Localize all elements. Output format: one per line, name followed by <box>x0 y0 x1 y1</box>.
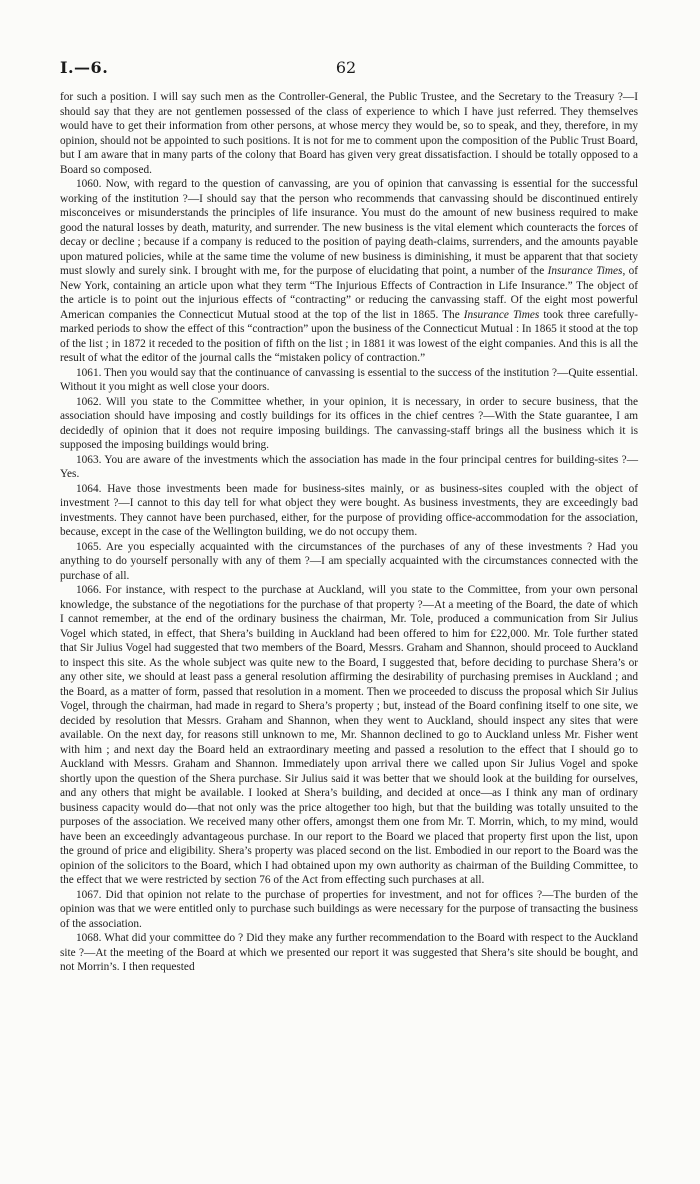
paragraph-text: 1061. Then you would say that the continuance of canvassing is essential to the success of the institution ?—Quite essential. Without it you might as well close your doors. <box>60 366 638 393</box>
paragraph-text: 1068. What did your committee do ? Did they make any further recommendation to the Board with respect to the Auckland site ?—At the meeting of the Board at which we presented our report it was suggested that Shera’s site should be bought, and not Morrin’s. I then requested <box>60 932 638 973</box>
paragraph-text: , of New York, containing an article upon what they term “The Injurious Effects of Contraction in Life Insurance.” The object of the article is to point out the injurious effects of “contracting” or reducing the canvassing staff. Of the eight most powerful American companies the Connecticut Mutual stood at the top of the list in 1865. The <box>60 265 638 321</box>
paragraph-text: 1065. Are you especially acquainted with the circumstances of the purchases of any of these investments ? Had you anything to do yourself personally with any of them ?—I am specially acquainted with the circumstances connected with the purchase of all. <box>60 540 638 582</box>
question-answer-paragraph <box>60 583 638 888</box>
question-answer-paragraph <box>60 177 638 366</box>
question-answer-paragraph <box>60 453 638 482</box>
paragraph-text: for such a position. I will say such men as the Controller-General, the Public Trustee, and the Secretary to the Treasury ?—I should say that they are not gentlemen possessed of the class of experience to which I have just referred. They themselves would have to get their information from other persons, at whose mercy they would be, so to speak, and they, therefore, in my opinion, should not be appointed to such positions. It is not for me to comment upon the composition of the Public Trust Board, but I am aware that in many parts of the colony that Board has given very great dissatisfaction. I should be totally opposed to a Board so composed. <box>60 91 638 176</box>
publication-title: Insurance Times <box>463 308 540 321</box>
question-answer-paragraph <box>60 482 638 540</box>
paragraph-text: took three carefully-marked periods to show the effect of this “contraction” upon the business of the Connecticut Mutual : In 1865 it stood at the top of the list ; in 1872 it receded to the position of fifth on the list ; in 1881 it was lowest of the eight companies. And this is all the result of what the editor of the journal calls the “mistaken policy of contraction.” <box>60 308 639 364</box>
page-number: 62 <box>335 58 357 77</box>
paragraph-text: 1067. Did that opinion not relate to the purchase of properties for investment, and not for offices ?—The burden of the opinion was that we were entitled only to purchase such buildings as were necessary for the purpose of transacting the business of the association. <box>60 888 638 930</box>
publication-title: Insurance Times <box>547 265 623 277</box>
page-header <box>60 58 632 80</box>
question-answer-paragraph <box>60 931 638 975</box>
question-answer-paragraph <box>60 888 638 932</box>
paragraph-text: 1064. Have those investments been made for business-sites mainly, or as business-sites coupled with the object of investment ?—I cannot to this day tell for what object they were bought. As business investments, they are exceedingly bad investments. They cannot have been purchased, either, for the purpose of providing office-accommodation for the association, because, except in the case of the Wellington building, we do not occupy them. <box>60 482 638 538</box>
question-answer-paragraph <box>60 395 638 453</box>
question-answer-paragraph <box>60 540 638 584</box>
continued-paragraph <box>60 90 638 177</box>
paragraph-text: 1062. Will you state to the Committee whether, in your opinion, it is necessary, in order to secure business, that the association should have imposing and costly buildings for its offices in the chief centres ?—With the State guarantee, I am decidedly of opinion that it does not require imposing buildings. The canvassing-staff brings all the business which it is supposed the imposing buildings would bring. <box>60 395 638 451</box>
paragraph-text: 1060. Now, with regard to the question of canvassing, are you of opinion that canvassing is essential for the successful working of the institution ?—I should say that the person who recommends that canvassing should be discontinued entirely misconceives or misunderstands the principles of life insurance. You must do the amount of new business required to make good the natural losses by death, maturity, and surrender. The new business is the vital element which counteracts the forces of decay or decline ; because if a company is reduced to the position of paying death-claims, surrenders, and the amounts payable upon matured policies, while at the same time the volume of new business is diminishing, it must be apparent that that society must slowly and surely sink. I brought with me, for the purpose of elucidating that point, a number of the <box>60 178 638 277</box>
document-body <box>60 90 638 975</box>
question-answer-paragraph <box>60 366 638 395</box>
paper-reference: I.—6. <box>60 58 109 77</box>
paragraph-text: 1063. You are aware of the investments which the association has made in the four principal centres for building-sites ?—Yes. <box>60 453 638 480</box>
paragraph-text: 1066. For instance, with respect to the purchase at Auckland, will you state to the Committee, from your own personal knowledge, the substance of the negotiations for the purchase of that property ?—At a meeting of the Board, the date of which I cannot remember, at the end of the ordinary business the chairman, Mr. Tole, produced a communication from Sir Julius Vogel which stated, in effect, that Shera’s building in Auckland had been offered to him for £22,000. Mr. Tole further stated that Sir Julius Vogel had suggested that two members of the Board, Messrs. Graham and Shannon, should proceed to Auckland to inspect this site. As the whole subject was quite new to the Board, I suggested that, before deciding to purchase Shera’s or any other site, we should at least pass a general resolution affirming the desirability of purchasing premises in Auckland ; and the Board, as a matter of form, passed that resolution in a moment. Then we proceeded to discuss the proposal which Sir Julius Vogel, through the chairman, had made in regard to Shera’s property ; but, instead of the Board confining itself to one site, we decided by resolution that Messrs. Graham and Shannon, when they went to Auckland, should inspect any sites that were available. On the next day, for reasons still unknown to me, Mr. Shannon declined to go to Auckland unless Mr. Fisher went with him ; and next day the Board held an extraordinary meeting and passed a resolution to the effect that I should go to Auckland with Messrs. Graham and Shannon. Immediately upon arrival there we called upon Sir Julius Vogel and spoke shortly upon the question of the Shera purchase. Sir Julius said it was better that we should look at the building for ourselves, and any others that might be available. I looked at Shera’s building, and decided at once—as I think any man of ordinary business capacity would do—that not only was the price altogether too high, but that the building was totally unsuited to the purposes of the association. We received many other offers, amongst them one from Mr. T. Morrin, which, to my mind, would have been an exceedingly advantageous purchase. In our report to the Board we placed that property first upon the list, upon the ground of price and eligibility. Shera’s property was placed second on the list. Embodied in our report to the Board was the opinion of the solicitors to the Board, which I had obtained upon my own authority as chairman of the Building Committee, to the effect that we were restricted by section 76 of the Act from effecting such purchases at all. <box>60 584 638 886</box>
